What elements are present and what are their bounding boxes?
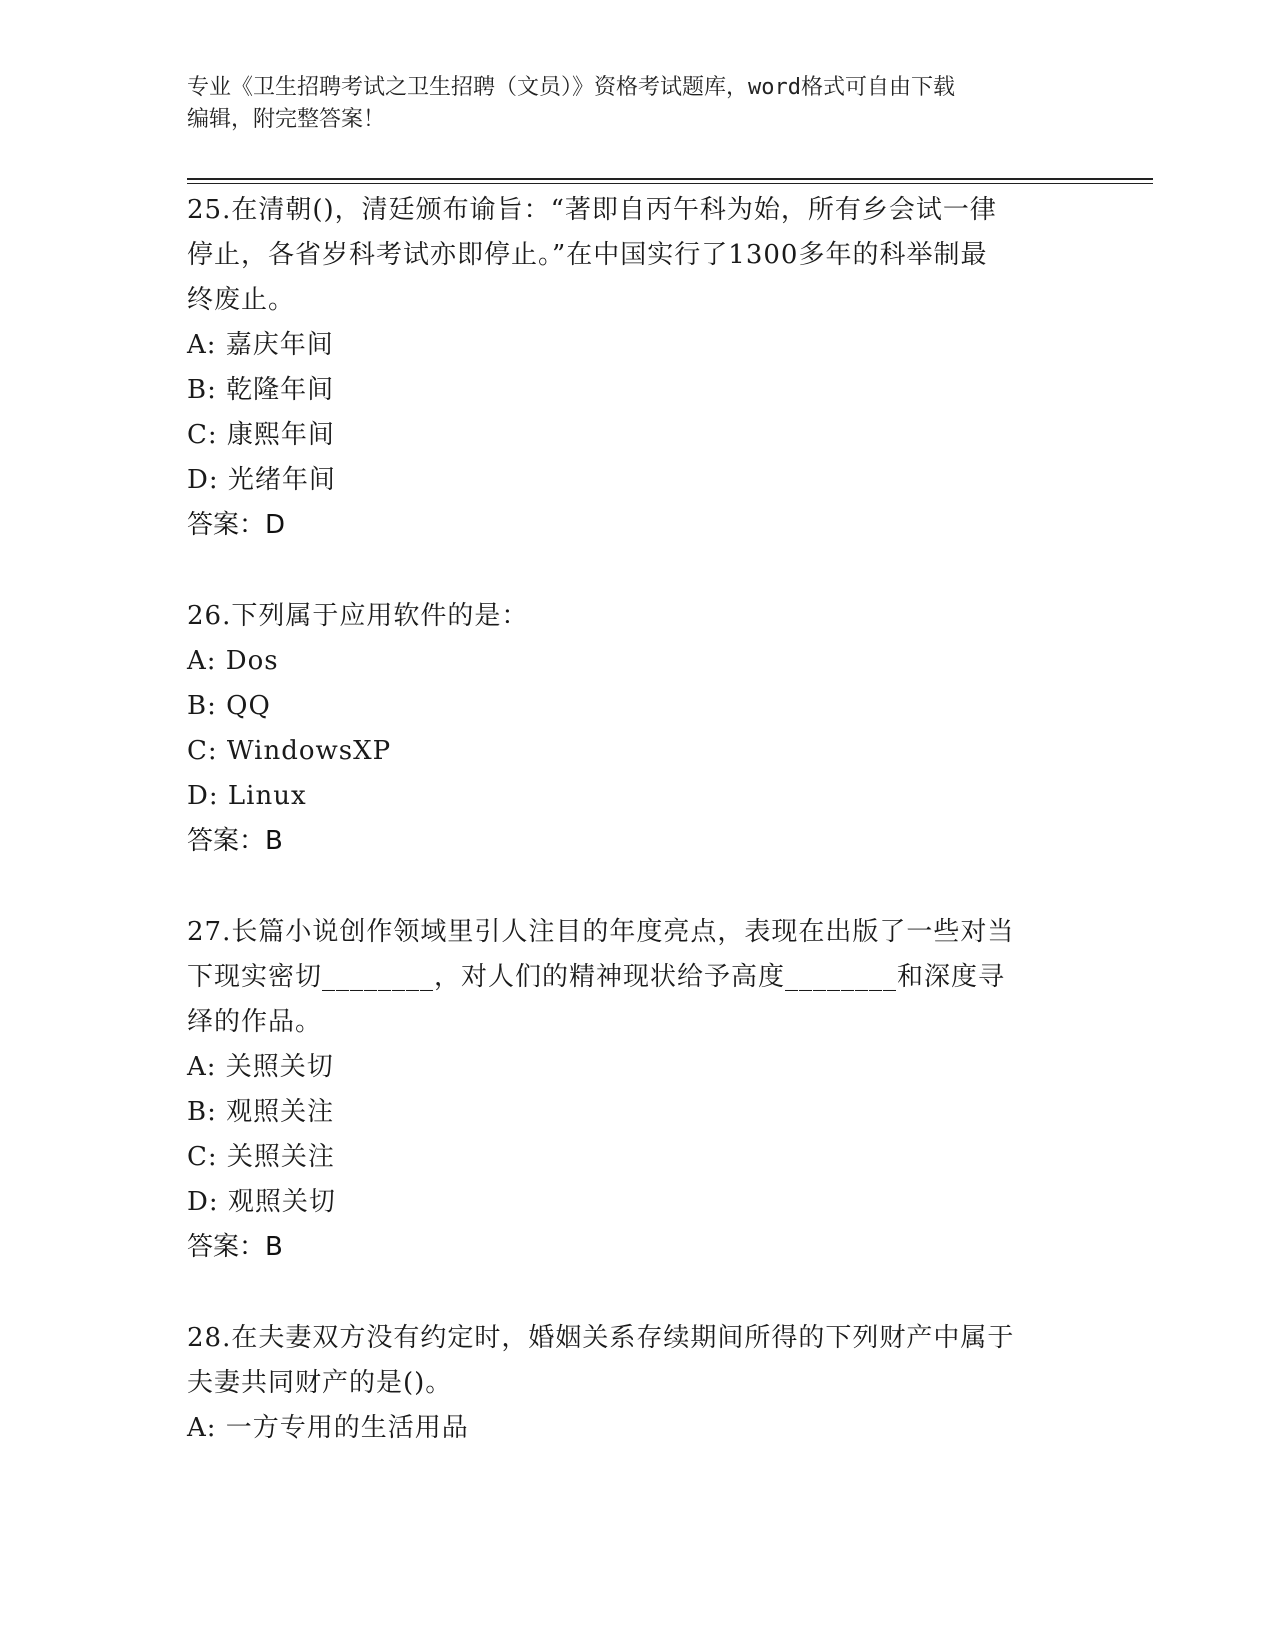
option-d: D: 光绪年间 xyxy=(187,465,336,495)
question-stem-line: 27.长篇小说创作领域里引人注目的年度亮点，表现在出版了一些对当 xyxy=(187,917,1015,947)
document-header xyxy=(187,72,1087,136)
header-line-2: 编辑，附完整答案！ xyxy=(187,107,386,132)
question-list xyxy=(187,188,1087,1451)
option-b: B: QQ xyxy=(187,691,271,721)
option-b: B: 乾隆年间 xyxy=(187,375,335,405)
question-stem-line: 26.下列属于应用软件的是： xyxy=(187,601,529,631)
question-stem-line: 下现实密切________，对人们的精神现状给予高度________和深度寻 xyxy=(187,962,1006,992)
option-d: D: Linux xyxy=(187,781,307,811)
question-28 xyxy=(187,1316,1087,1451)
question-stem-line: 夫妻共同财产的是()。 xyxy=(187,1368,453,1398)
answer-label: 答案：B xyxy=(187,826,283,856)
option-c: C: 关照关注 xyxy=(187,1142,335,1172)
question-stem-line: 25.在清朝()，清廷颁布谕旨：“著即自丙午科为始，所有乡会试一律 xyxy=(187,195,997,225)
option-a: A: 嘉庆年间 xyxy=(187,330,334,360)
option-d: D: 观照关切 xyxy=(187,1187,336,1217)
question-stem-line: 停止，各省岁科考试亦即停止。”在中国实行了1300多年的科举制最 xyxy=(187,240,988,270)
header-divider-thick xyxy=(187,178,1153,180)
question-25 xyxy=(187,188,1087,548)
option-c: C: WindowsXP xyxy=(187,736,392,766)
answer-label: 答案：B xyxy=(187,1232,283,1262)
header-divider-thin xyxy=(187,183,1153,184)
option-a: A: 关照关切 xyxy=(187,1052,334,1082)
question-27 xyxy=(187,910,1087,1270)
question-stem-line: 绎的作品。 xyxy=(187,1007,323,1037)
question-stem-line: 28.在夫妻双方没有约定时，婚姻关系存续期间所得的下列财产中属于 xyxy=(187,1323,1015,1353)
option-a: A: 一方专用的生活用品 xyxy=(187,1413,469,1443)
header-line-1: 专业《卫生招聘考试之卫生招聘（文员）》资格考试题库，word格式可自由下载 xyxy=(187,75,955,100)
option-c: C: 康熙年间 xyxy=(187,420,335,450)
option-b: B: 观照关注 xyxy=(187,1097,335,1127)
question-stem-line: 终废止。 xyxy=(187,285,296,315)
question-26 xyxy=(187,594,1087,864)
answer-label: 答案：D xyxy=(187,510,286,540)
option-a: A: Dos xyxy=(187,646,279,676)
